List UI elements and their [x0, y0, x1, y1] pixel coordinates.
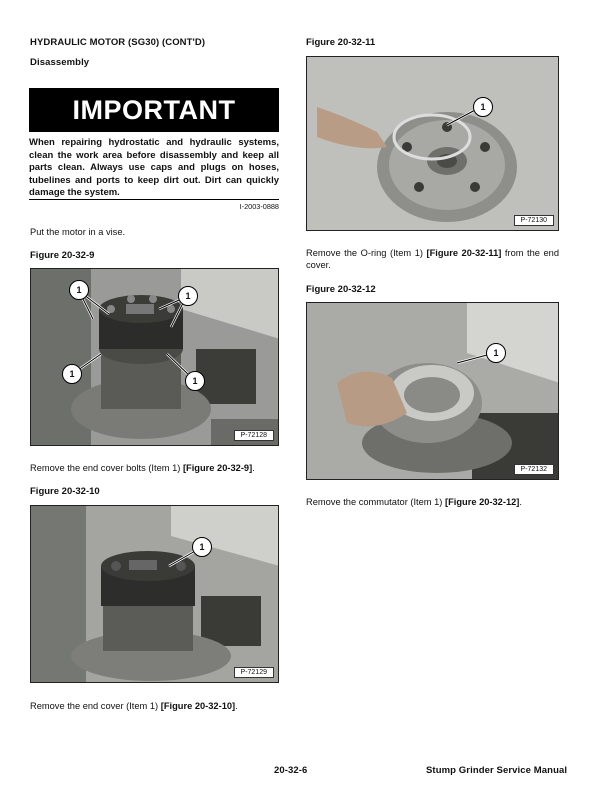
figure-12-photo	[306, 302, 559, 480]
photo-id: P-72132	[514, 464, 554, 475]
important-rule	[29, 199, 279, 200]
callout-1: 1	[178, 286, 198, 306]
figure-11-title: Figure 20-32-11	[306, 37, 376, 48]
callout-1: 1	[473, 97, 493, 117]
manual-title: Stump Grinder Service Manual	[426, 765, 568, 776]
figure-10-callout-arrow	[31, 506, 279, 683]
callout-1: 1	[192, 537, 212, 557]
figure-11-photo	[306, 56, 559, 231]
important-text: When repairing hydrostatic and hydraulic systems, clean the work area before disassembly and keep all parts clean. Always use caps and plugs on hoses, tubelines and ports to keep dirt out. Dirt can quickly damage the system.	[29, 137, 279, 199]
callout-1: 1	[486, 343, 506, 363]
callout-1: 1	[185, 371, 205, 391]
subsection-title: Disassembly	[30, 57, 90, 68]
page-number: 20-32-6	[274, 765, 308, 776]
figure-12-callout-arrow	[307, 303, 559, 480]
photo-id: P-72128	[234, 430, 274, 441]
figure-10-title: Figure 20-32-10	[30, 486, 100, 497]
step-remove-o-ring: Remove the O-ring (Item 1) [Figure 20-32-11] from the end cover.	[306, 248, 560, 270]
figure-9-title: Figure 20-32-9	[30, 250, 95, 261]
callout-1: 1	[69, 280, 89, 300]
instruction-vise: Put the motor in a vise.	[30, 227, 126, 237]
callout-1: 1	[62, 364, 82, 384]
figure-10-photo	[30, 505, 279, 683]
figure-11-callout-arrow	[307, 57, 559, 231]
figure-9-callout-arrows	[31, 269, 279, 446]
figure-12-title: Figure 20-32-12	[306, 284, 376, 295]
figure-9-photo	[30, 268, 279, 446]
section-title: HYDRAULIC MOTOR (SG30) (CONT'D)	[30, 37, 206, 48]
photo-id: P-72130	[514, 215, 554, 226]
important-code: I-2003-0888	[239, 202, 279, 211]
step-remove-bolts: Remove the end cover bolts (Item 1) [Figure 20-32-9].	[30, 463, 255, 473]
important-banner: IMPORTANT	[29, 88, 279, 132]
photo-id: P-72129	[234, 667, 274, 678]
step-remove-end-cover: Remove the end cover (Item 1) [Figure 20-32-10].	[30, 701, 238, 711]
step-remove-commutator: Remove the commutator (Item 1) [Figure 20-32-12].	[306, 497, 522, 507]
